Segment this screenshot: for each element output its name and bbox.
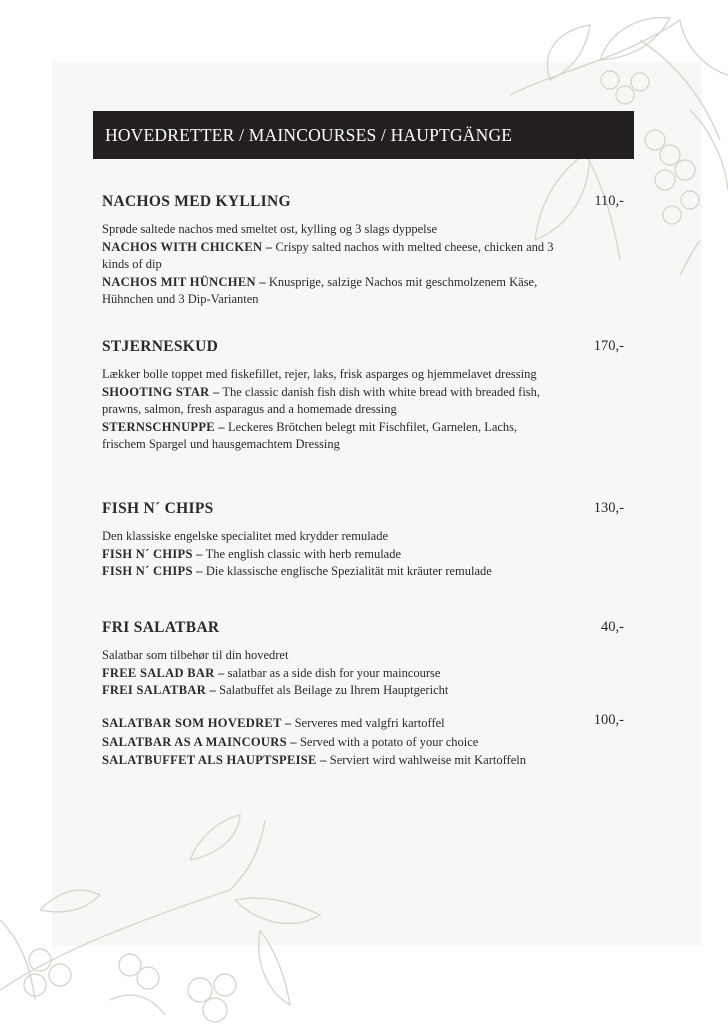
item-price: 170,- [593,338,624,354]
description-german [102,274,562,309]
menu-item-salatbar-main [102,714,632,770]
german-label: STERNSCHNUPPE – [102,419,225,434]
danish-text: Serveres med valgfri kartoffel [291,716,445,730]
english-label: NACHOS WITH CHICKEN – [102,239,273,254]
item-description [102,647,582,700]
item-description [102,366,562,454]
description-german [102,419,562,454]
description-english [102,546,582,564]
description-english [102,665,582,683]
german-label: FISH N´ CHIPS – [102,564,203,578]
item-price: 130,- [593,500,624,516]
item-title: FRI SALATBAR [102,619,220,636]
menu-item-stjerneskud [102,338,632,454]
item-price: 40,- [601,619,624,635]
german-label: NACHOS MIT HÜNCHEN – [102,274,266,289]
description-danish: Salatbar som tilbehør til din hovedret [102,648,289,662]
menu-item-fri-salatbar [102,619,632,700]
description-english [102,384,562,419]
item-title: NACHOS MED KYLLING [102,193,291,210]
english-text: Crispy salted nachos with melted cheese, chicken and 3 kinds of dip [102,239,554,271]
item-price: 100,- [593,712,624,728]
description-danish [102,714,632,733]
item-title: STJERNESKUD [102,338,219,355]
description-danish: Lækker bolle toppet med fiskefillet, rejer, laks, frisk asparges og hjemmelavet dressing [102,367,537,381]
item-price: 110,- [594,193,624,209]
description-german [102,751,632,770]
description-danish: Sprøde saltede nachos med smeltet ost, kylling og 3 slags dyppelse [102,222,438,236]
item-title: FISH N´ CHIPS [102,500,214,517]
english-text: The english classic with herb remulade [202,546,402,561]
danish-label: SALATBAR SOM HOVEDRET – [102,716,292,730]
description-danish: Den klassiske engelske specialitet med krydder remulade [102,529,389,543]
english-text: Served with a potato of your choice [296,734,479,749]
german-text: Serviert wird wahlweise mit Kartoffeln [326,753,526,767]
description-german [102,563,582,581]
english-text: salatbar as a side dish for your maincourse [224,665,441,680]
section-header [93,111,634,159]
menu-item-fish-n-chips [102,500,632,581]
english-label: SALATBAR AS A MAINCOURS – [102,734,297,749]
item-description [102,221,562,309]
english-text: The classic danish fish dish with white bread with breaded fish, prawns, salmon, fresh asparagus and a homemade dressing [102,384,541,416]
english-label: FREE SALAD BAR – [102,665,225,680]
description-english [102,733,632,752]
english-label: FISH N´ CHIPS – [102,546,203,561]
section-title: HOVEDRETTER / MAINCOURSES / HAUPTGÄNGE [105,124,513,145]
english-label: SHOOTING STAR – [102,384,220,399]
menu-item-nachos [102,193,632,309]
description-english [102,239,562,274]
german-text: Salatbuffet als Beilage zu Ihrem Hauptgericht [216,683,449,697]
description-german [102,682,582,700]
german-label: FREI SALATBAR – [102,683,217,697]
german-label: SALATBUFFET ALS HAUPTSPEISE – [102,753,327,767]
item-description [102,528,582,581]
german-text: Leckeres Brötchen belegt mit Fischfilet, Garnelen, Lachs, frischem Spargel und hausgemachtem Dressing [102,419,518,451]
german-text: Knusprige, salzige Nachos mit geschmolzenem Käse, Hühnchen und 3 Dip-Varianten [102,274,538,306]
german-text: Die klassische englische Spezialität mit kräuter remulade [202,564,492,578]
